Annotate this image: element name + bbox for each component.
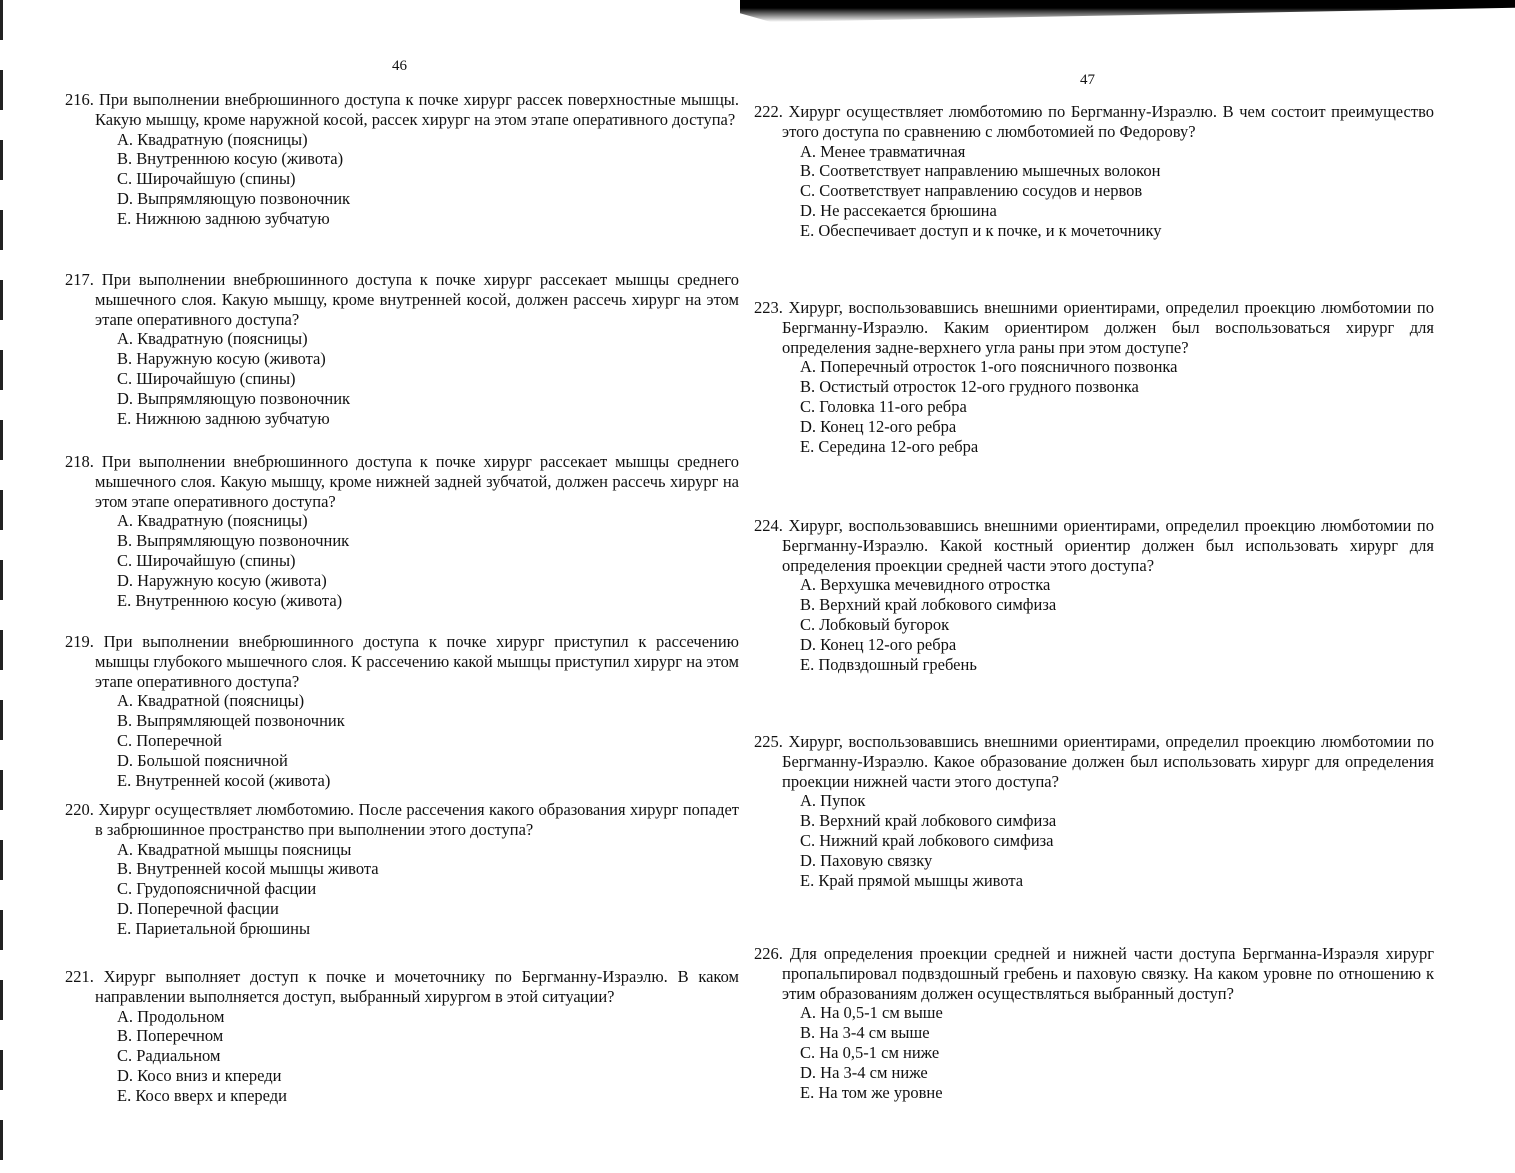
option-e: E. Нижнюю заднюю зубчатую bbox=[117, 208, 330, 228]
options-list bbox=[754, 575, 1434, 674]
option-c: C. Широчайшую (спины) bbox=[117, 368, 296, 388]
option-d: D. Выпрямляющую позвоночник bbox=[117, 388, 351, 408]
options-list bbox=[65, 130, 739, 229]
option-c: C. На 0,5-1 см ниже bbox=[800, 1042, 940, 1062]
option-a: A. Квадратную (поясницы) bbox=[117, 129, 308, 149]
option-e: E. Внутренней косой (живота) bbox=[117, 770, 331, 790]
option-a: A. Менее травматичная bbox=[800, 141, 966, 161]
option-a: A. Продольном bbox=[117, 1006, 225, 1026]
option-c: C. Головка 11-ого ребра bbox=[800, 396, 967, 416]
question-225 bbox=[754, 732, 1434, 890]
option-e: E. Нижнюю заднюю зубчатую bbox=[117, 408, 330, 428]
question-number: 222. bbox=[754, 102, 783, 121]
option-e: E. На том же уровне bbox=[800, 1082, 943, 1102]
option-c: C. Соответствует направлению сосудов и нервов bbox=[800, 181, 1143, 201]
option-b: B. Наружную косую (живота) bbox=[117, 349, 326, 369]
options-list bbox=[754, 1003, 1434, 1102]
option-d: D. Поперечной фасции bbox=[117, 898, 279, 918]
option-e: E. Край прямой мышцы живота bbox=[800, 870, 1024, 890]
question-stem: Хирург, воспользовавшись внешними ориентирами, определил проекцию люмботомии по Бергманну-Израэлю. Какой костный ориентир должен был использовать хирург для определения проекции средней части этого доступа? bbox=[782, 516, 1435, 575]
question-number: 216. bbox=[65, 90, 94, 109]
options-list bbox=[65, 511, 739, 610]
options-list bbox=[65, 329, 739, 428]
page-number: 47 bbox=[1080, 72, 1095, 88]
question-number: 221. bbox=[65, 967, 94, 986]
option-b: B. Внутренней косой мышцы живота bbox=[117, 859, 379, 879]
option-c: C. Грудопоясничной фасции bbox=[117, 879, 317, 899]
question-stem: При выполнении внебрюшинного доступа к почке хирург рассек поверхностные мышцы. Какую мышцу, кроме наружной косой, рассек хирург на этом этапе оперативного доступа? bbox=[95, 90, 739, 129]
option-c: C. Лобковый бугорок bbox=[800, 614, 950, 634]
question-stem: Хирург осуществляет люмботомию. После рассечения какого образования хирург попадет в забрюшинное пространство при выполнении этого доступа? bbox=[95, 800, 739, 839]
option-e: E. Середина 12-ого ребра bbox=[800, 436, 979, 456]
question-number: 218. bbox=[65, 452, 94, 471]
question-217 bbox=[65, 270, 739, 428]
option-c: C. Радиальном bbox=[117, 1046, 221, 1066]
options-list bbox=[65, 1007, 739, 1106]
option-a: A. Квадратной (поясницы) bbox=[117, 691, 305, 711]
question-226 bbox=[754, 944, 1434, 1102]
question-221 bbox=[65, 967, 739, 1106]
option-a: A. На 0,5-1 см выше bbox=[800, 1003, 943, 1023]
option-b: B. Поперечном bbox=[117, 1026, 224, 1046]
option-d: D. Не рассекается брюшина bbox=[800, 200, 997, 220]
question-216 bbox=[65, 90, 739, 229]
option-a: A. Квадратную (поясницы) bbox=[117, 329, 308, 349]
option-e: E. Косо вверх и кпереди bbox=[117, 1085, 288, 1105]
question-number: 223. bbox=[754, 298, 783, 317]
question-number: 219. bbox=[65, 632, 94, 651]
question-number: 217. bbox=[65, 270, 94, 289]
option-a: A. Квадратной мышцы поясницы bbox=[117, 839, 352, 859]
question-224 bbox=[754, 516, 1434, 674]
question-stem: Хирург, воспользовавшись внешними ориентирами, определил проекцию люмботомии по Бергманну-Израэлю. Какое образование должен был использовать хирург для определения проекции нижней части этого доступа? bbox=[782, 732, 1435, 791]
option-d: D. Конец 12-ого ребра bbox=[800, 634, 957, 654]
option-d: D. Наружную косую (живота) bbox=[117, 570, 327, 590]
option-b: B. На 3-4 см выше bbox=[800, 1023, 930, 1043]
options-list bbox=[754, 142, 1434, 241]
question-222 bbox=[754, 102, 1434, 241]
option-a: A. Пупок bbox=[800, 791, 866, 811]
option-d: D. Косо вниз и кпереди bbox=[117, 1065, 282, 1085]
option-e: E. Подвздошный гребень bbox=[800, 654, 977, 674]
page-number: 46 bbox=[392, 58, 407, 74]
options-list bbox=[65, 691, 739, 790]
option-d: D. На 3-4 см ниже bbox=[800, 1062, 928, 1082]
scan-left-edge bbox=[0, 0, 3, 1173]
option-c: C. Нижний край лобкового симфиза bbox=[800, 830, 1054, 850]
option-b: B. Верхний край лобкового симфиза bbox=[800, 595, 1057, 615]
option-b: B. Выпрямляющей позвоночник bbox=[117, 711, 345, 731]
option-d: D. Выпрямляющую позвоночник bbox=[117, 188, 351, 208]
option-b: B. Внутреннюю косую (живота) bbox=[117, 149, 344, 169]
options-list bbox=[754, 791, 1434, 890]
question-stem: Хирург выполняет доступ к почке и мочеточнику по Бергманну-Израэлю. В каком направлении выполняется доступ, выбранный хирургом в этой ситуации? bbox=[95, 967, 739, 1006]
option-d: D. Конец 12-ого ребра bbox=[800, 416, 957, 436]
question-number: 224. bbox=[754, 516, 783, 535]
option-b: B. Верхний край лобкового симфиза bbox=[800, 811, 1057, 831]
option-b: B. Выпрямляющую позвоночник bbox=[117, 531, 350, 551]
question-stem: При выполнении внебрюшинного доступа к почке хирург приступил к рассечению мышцы глубокого мышечного слоя. К рассечению какой мышцы приступил хирург на этом этапе оперативного доступа? bbox=[95, 632, 739, 691]
option-c: C. Поперечной bbox=[117, 730, 222, 750]
option-e: E. Обеспечивает доступ и к почке, и к мочеточнику bbox=[800, 220, 1162, 240]
question-219 bbox=[65, 632, 739, 790]
question-220 bbox=[65, 800, 739, 939]
question-stem: Хирург, воспользовавшись внешними ориентирами, определил проекцию люмботомии по Бергманну-Израэлю. Каким ориентиром должен был воспользоваться хирург для определения задне-верхнего угла раны при этом доступе? bbox=[782, 298, 1435, 357]
question-number: 220. bbox=[65, 800, 94, 819]
question-number: 225. bbox=[754, 732, 783, 751]
option-c: C. Широчайшую (спины) bbox=[117, 550, 296, 570]
option-c: C. Широчайшую (спины) bbox=[117, 169, 296, 189]
question-stem: При выполнении внебрюшинного доступа к почке хирург рассекает мышцы среднего мышечного слоя. Какую мышцу, кроме нижней задней зубчатой, должен рассечь хирург на этом этапе оперативного доступа? bbox=[95, 452, 739, 511]
option-d: D. Большой поясничной bbox=[117, 750, 288, 770]
options-list bbox=[754, 357, 1434, 456]
option-b: B. Остистый отросток 12-ого грудного позвонка bbox=[800, 377, 1139, 397]
option-e: E. Внутреннюю косую (живота) bbox=[117, 590, 343, 610]
question-stem: Для определения проекции средней и нижней части доступа Бергманна-Израэля хирург пропальпировал подвздошный гребень и паховую связку. На каком уровне по отношению к этим образованиям должен осуществляться выбранный доступ? bbox=[782, 944, 1434, 1003]
question-stem: Хирург осуществляет люмботомию по Бергманну-Израэлю. В чем состоит преимущество этого доступа по сравнению с люмботомией по Федорову? bbox=[782, 102, 1435, 141]
question-number: 226. bbox=[754, 944, 783, 963]
question-218 bbox=[65, 452, 739, 610]
option-b: B. Соответствует направлению мышечных волокон bbox=[800, 161, 1161, 181]
question-stem: При выполнении внебрюшинного доступа к почке хирург рассекает мышцы среднего мышечного слоя. Какую мышцу, кроме внутренней косой, должен рассечь хирург на этом этапе оперативного доступа? bbox=[95, 270, 739, 329]
book-spine-shadow bbox=[740, 0, 1515, 22]
question-223 bbox=[754, 298, 1434, 456]
option-a: A. Поперечный отросток 1-ого поясничного позвонка bbox=[800, 357, 1178, 377]
option-a: A. Верхушка мечевидного отростка bbox=[800, 575, 1051, 595]
options-list bbox=[65, 840, 739, 939]
option-d: D. Паховую связку bbox=[800, 850, 933, 870]
option-a: A. Квадратную (поясницы) bbox=[117, 511, 308, 531]
option-e: E. Париетальной брюшины bbox=[117, 918, 311, 938]
